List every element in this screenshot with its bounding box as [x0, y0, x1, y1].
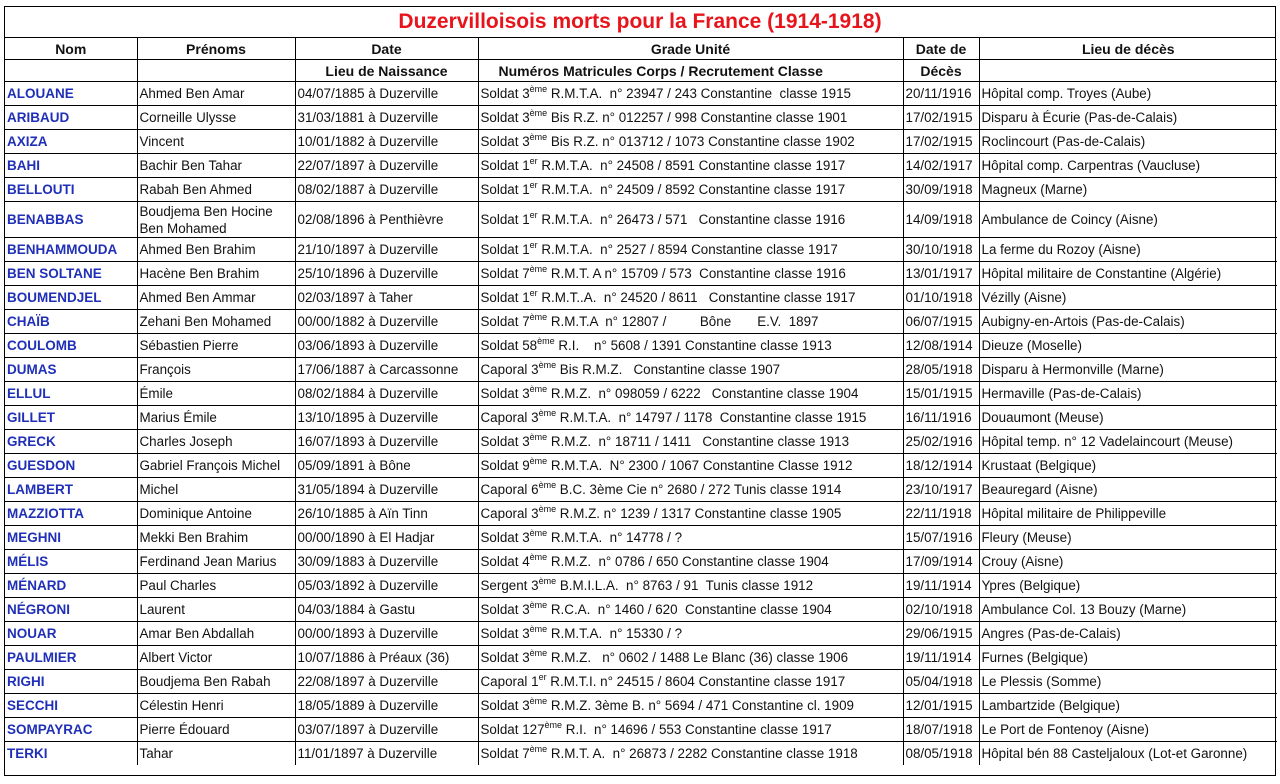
nom-cell: MÉNARD — [5, 574, 137, 598]
nom-cell: CHAÏB — [5, 310, 137, 334]
grade-ordinal: ème — [529, 696, 548, 706]
prenoms-cell: Paul Charles — [137, 574, 295, 598]
grade-text: Caporal 3 — [480, 410, 539, 425]
grade-unite-cell — [478, 574, 903, 598]
prenoms-cell: Ferdinand Jean Marius — [137, 550, 295, 574]
grade-ordinal: ème — [529, 648, 548, 658]
unite-text: R.M.T. A. n° 26873 / 2282 Constantine classe 1918 — [547, 746, 858, 761]
table-row — [5, 478, 1277, 502]
table-row — [5, 358, 1277, 382]
grade-text: Soldat 1 — [480, 158, 530, 173]
nom-cell: RIGHI — [5, 670, 137, 694]
unite-text: B.C. 3ème Cie n° 2680 / 272 Tunis classe 1914 — [556, 482, 842, 497]
unite-text: Bis R.M.Z. Constantine classe 1907 — [556, 362, 781, 377]
deces-cell: 02/10/1918 — [903, 598, 979, 622]
prenoms-cell: Tahar — [137, 742, 295, 766]
unite-text: R.M.Z. n° 0602 / 1488 Le Blanc (36) classe 1906 — [547, 650, 849, 665]
prenoms-cell: François — [137, 358, 295, 382]
table-row — [5, 286, 1277, 310]
grade-text: Soldat 3 — [480, 134, 530, 149]
prenoms-cell: Corneille Ulysse — [137, 106, 295, 130]
table-header — [5, 38, 1277, 82]
grade-unite-cell — [478, 550, 903, 574]
grade-text: Soldat 127 — [480, 722, 545, 737]
deces-cell: 20/11/1916 — [903, 82, 979, 106]
deces-cell: 19/11/1914 — [903, 574, 979, 598]
unite-text: R.M.Z. n° 18711 / 1411 Constantine classe 1913 — [547, 434, 850, 449]
table-row — [5, 202, 1277, 238]
lieu-deces-cell: Fleury (Meuse) — [979, 526, 1277, 550]
naissance-cell: 16/07/1893 à Duzerville — [295, 430, 478, 454]
nom-cell: BAHI — [5, 154, 137, 178]
grade-ordinal: ème — [538, 576, 557, 586]
grade-unite-cell — [478, 154, 903, 178]
naissance-cell: 25/10/1896 à Duzerville — [295, 262, 478, 286]
lieu-deces-cell: Hermaville (Pas-de-Calais) — [979, 382, 1277, 406]
header-date: Date — [295, 38, 478, 60]
grade-unite-cell — [478, 130, 903, 154]
table-row — [5, 598, 1277, 622]
prenoms-cell: Mekki Ben Brahim — [137, 526, 295, 550]
lieu-deces-cell: Hôpital comp. Troyes (Aube) — [979, 82, 1277, 106]
nom-cell: LAMBERT — [5, 478, 137, 502]
table-row — [5, 106, 1277, 130]
grade-ordinal: ème — [538, 480, 557, 490]
nom-cell: BOUMENDJEL — [5, 286, 137, 310]
unite-text: R.M.Z. 3ème B. n° 5694 / 471 Constantine cl. 1909 — [547, 698, 854, 713]
naissance-cell: 00/00/1893 à Duzerville — [295, 622, 478, 646]
grade-text: Soldat 4 — [480, 554, 530, 569]
nom-cell: BENABBAS — [5, 202, 137, 238]
header-lieu-naissance: Lieu de Naissance — [295, 60, 478, 82]
deces-cell: 23/10/1917 — [903, 478, 979, 502]
deces-cell: 06/07/1915 — [903, 310, 979, 334]
header-empty-3 — [979, 60, 1277, 82]
lieu-deces-cell: Douaumont (Meuse) — [979, 406, 1277, 430]
grade-unite-cell — [478, 502, 903, 526]
unite-text: R.M.T.A n° 12807 / Bône E.V. 1897 — [547, 314, 819, 329]
grade-ordinal: ème — [529, 432, 548, 442]
lieu-deces-cell: Ambulance Col. 13 Bouzy (Marne) — [979, 598, 1277, 622]
table-row — [5, 622, 1277, 646]
unite-text: R.M.T. A n° 15709 / 573 Constantine classe 1916 — [547, 266, 846, 281]
deces-cell: 15/01/1915 — [903, 382, 979, 406]
grade-unite-cell — [478, 646, 903, 670]
lieu-deces-cell: Angres (Pas-de-Calais) — [979, 622, 1277, 646]
header-row-2 — [5, 60, 1277, 82]
grade-ordinal: ème — [529, 132, 548, 142]
deces-cell: 19/11/1914 — [903, 646, 979, 670]
prenoms-cell: Boudjema Ben Hocine Ben Mohamed — [137, 202, 295, 238]
grade-unite-cell — [478, 178, 903, 202]
naissance-cell: 13/10/1895 à Duzerville — [295, 406, 478, 430]
unite-text: Bis R.Z. n° 012257 / 998 Constantine classe 1901 — [547, 110, 848, 125]
grade-text: Caporal 3 — [480, 362, 539, 377]
grade-text: Soldat 3 — [480, 386, 530, 401]
prenoms-cell: Amar Ben Abdallah — [137, 622, 295, 646]
naissance-cell: 18/05/1889 à Duzerville — [295, 694, 478, 718]
nom-cell: GRECK — [5, 430, 137, 454]
table-row — [5, 574, 1277, 598]
naissance-cell: 02/03/1897 à Taher — [295, 286, 478, 310]
prenoms-cell: Albert Victor — [137, 646, 295, 670]
lieu-deces-cell: Dieuze (Moselle) — [979, 334, 1277, 358]
table-row — [5, 454, 1277, 478]
lieu-deces-cell: Magneux (Marne) — [979, 178, 1277, 202]
grade-ordinal: er — [529, 288, 538, 298]
lieu-deces-cell: Crouy (Aisne) — [979, 550, 1277, 574]
naissance-cell: 08/02/1884 à Duzerville — [295, 382, 478, 406]
grade-unite-cell — [478, 694, 903, 718]
grade-text: Caporal 6 — [480, 482, 539, 497]
table-row — [5, 130, 1277, 154]
unite-text: R.M.T.A. N° 2300 / 1067 Constantine Classe 1912 — [547, 458, 853, 473]
prenoms-cell: Vincent — [137, 130, 295, 154]
lieu-deces-cell: Le Port de Fontenoy (Aisne) — [979, 718, 1277, 742]
grade-text: Soldat 3 — [480, 86, 530, 101]
nom-cell: GUESDON — [5, 454, 137, 478]
naissance-cell: 04/07/1885 à Duzerville — [295, 82, 478, 106]
prenoms-cell: Charles Joseph — [137, 430, 295, 454]
prenoms-cell: Dominique Antoine — [137, 502, 295, 526]
table-row — [5, 670, 1277, 694]
header-date-de: Date de — [903, 38, 979, 60]
grade-ordinal: ème — [529, 384, 548, 394]
grade-text: Soldat 3 — [480, 698, 530, 713]
table-row — [5, 718, 1277, 742]
table-row — [5, 154, 1277, 178]
table-row — [5, 694, 1277, 718]
nom-cell: AXIZA — [5, 130, 137, 154]
header-empty-1 — [5, 60, 137, 82]
prenoms-cell: Ahmed Ben Amar — [137, 82, 295, 106]
lieu-deces-cell: Hôpital temp. n° 12 Vadelaincourt (Meuse) — [979, 430, 1277, 454]
nom-cell: MÉLIS — [5, 550, 137, 574]
grade-text: Soldat 7 — [480, 746, 530, 761]
naissance-cell: 21/10/1897 à Duzerville — [295, 238, 478, 262]
unite-text: R.M.Z. n° 098059 / 6222 Constantine classe 1904 — [547, 386, 859, 401]
deces-cell: 30/10/1918 — [903, 238, 979, 262]
grade-ordinal: er — [538, 672, 547, 682]
nom-cell: SOMPAYRAC — [5, 718, 137, 742]
prenoms-cell: Émile — [137, 382, 295, 406]
grade-ordinal: ème — [538, 360, 557, 370]
grade-text: Caporal 3 — [480, 506, 539, 521]
prenoms-cell: Pierre Édouard — [137, 718, 295, 742]
table-row — [5, 262, 1277, 286]
lieu-deces-cell: Le Plessis (Somme) — [979, 670, 1277, 694]
nom-cell: BEN SOLTANE — [5, 262, 137, 286]
deces-cell: 17/02/1915 — [903, 130, 979, 154]
nom-cell: NOUAR — [5, 622, 137, 646]
deces-cell: 30/09/1918 — [903, 178, 979, 202]
table-row — [5, 82, 1277, 106]
header-row-1 — [5, 38, 1277, 60]
grade-unite-cell — [478, 358, 903, 382]
naissance-cell: 04/03/1884 à Gastu — [295, 598, 478, 622]
naissance-cell: 10/01/1882 à Duzerville — [295, 130, 478, 154]
lieu-deces-cell: Hôpital bén 88 Casteljaloux (Lot-et Garonne) — [979, 742, 1277, 766]
prenoms-cell: Marius Émile — [137, 406, 295, 430]
lieu-deces-cell: Hôpital comp. Carpentras (Vaucluse) — [979, 154, 1277, 178]
nom-cell: BELLOUTI — [5, 178, 137, 202]
naissance-cell: 03/07/1897 à Duzerville — [295, 718, 478, 742]
header-matricules: Numéros Matricules Corps / Recrutement Classe — [478, 60, 903, 82]
memorial-sheet — [4, 6, 1276, 776]
grade-unite-cell — [478, 454, 903, 478]
grade-text: Soldat 1 — [480, 212, 530, 227]
unite-text: R.M.T.A. n° 14778 / ? — [547, 530, 683, 545]
deces-cell: 29/06/1915 — [903, 622, 979, 646]
prenoms-cell: Boudjema Ben Rabah — [137, 670, 295, 694]
nom-cell: ELLUL — [5, 382, 137, 406]
unite-text: R.M.T.A. n° 23947 / 243 Constantine classe 1915 — [547, 86, 852, 101]
grade-unite-cell — [478, 238, 903, 262]
deces-cell: 28/05/1918 — [903, 358, 979, 382]
nom-cell: MAZZIOTTA — [5, 502, 137, 526]
naissance-cell: 31/05/1894 à Duzerville — [295, 478, 478, 502]
unite-text: R.M.T.A. n° 26473 / 571 Constantine classe 1916 — [537, 212, 846, 227]
grade-text: Soldat 7 — [480, 266, 530, 281]
page-title: Duzervilloisois morts pour la France (1914-1918) — [5, 7, 1275, 38]
prenoms-cell: Ahmed Ben Brahim — [137, 238, 295, 262]
lieu-deces-cell: Disparu à Hermonville (Marne) — [979, 358, 1277, 382]
deces-cell: 22/11/1918 — [903, 502, 979, 526]
lieu-deces-cell: Aubigny-en-Artois (Pas-de-Calais) — [979, 310, 1277, 334]
grade-unite-cell — [478, 478, 903, 502]
header-lieu-deces: Lieu de décès — [979, 38, 1277, 60]
lieu-deces-cell: Roclincourt (Pas-de-Calais) — [979, 130, 1277, 154]
lieu-deces-cell: Hôpital militaire de Constantine (Algérie) — [979, 262, 1277, 286]
deces-cell: 16/11/1916 — [903, 406, 979, 430]
naissance-cell: 08/02/1887 à Duzerville — [295, 178, 478, 202]
grade-text: Soldat 3 — [480, 650, 530, 665]
deces-cell: 12/01/1915 — [903, 694, 979, 718]
grade-ordinal: ème — [529, 552, 548, 562]
grade-unite-cell — [478, 742, 903, 766]
deces-cell: 14/02/1917 — [903, 154, 979, 178]
nom-cell: TERKI — [5, 742, 137, 766]
nom-cell: DUMAS — [5, 358, 137, 382]
unite-text: R.M.T..A. n° 24520 / 8611 Constantine classe 1917 — [537, 290, 856, 305]
lieu-deces-cell: Vézilly (Aisne) — [979, 286, 1277, 310]
grade-ordinal: er — [529, 180, 538, 190]
prenoms-cell: Hacène Ben Brahim — [137, 262, 295, 286]
naissance-cell: 00/00/1882 à Duzerville — [295, 310, 478, 334]
grade-text: Soldat 1 — [480, 242, 530, 257]
grade-text: Soldat 58 — [480, 338, 538, 353]
grade-ordinal: er — [529, 156, 538, 166]
grade-ordinal: ème — [529, 84, 548, 94]
grade-unite-cell — [478, 622, 903, 646]
header-deces: Décès — [903, 60, 979, 82]
nom-cell: MEGHNI — [5, 526, 137, 550]
unite-text: R.I. n° 14696 / 553 Constantine classe 1917 — [562, 722, 832, 737]
nom-cell: SECCHI — [5, 694, 137, 718]
unite-text: R.C.A. n° 1460 / 620 Constantine classe 1904 — [547, 602, 832, 617]
grade-unite-cell — [478, 310, 903, 334]
nom-cell: ARIBAUD — [5, 106, 137, 130]
deces-cell: 08/05/1918 — [903, 742, 979, 766]
unite-text: R.M.T.A. n° 24508 / 8591 Constantine classe 1917 — [537, 158, 846, 173]
unite-text: R.M.Z. n° 1239 / 1317 Constantine classe 1905 — [556, 506, 842, 521]
grade-ordinal: ème — [529, 312, 548, 322]
prenoms-cell: Célestin Henri — [137, 694, 295, 718]
naissance-cell: 22/07/1897 à Duzerville — [295, 154, 478, 178]
naissance-cell: 11/01/1897 à Duzerville — [295, 742, 478, 766]
lieu-deces-cell: Lambartzide (Belgique) — [979, 694, 1277, 718]
table-row — [5, 742, 1277, 766]
naissance-cell: 26/10/1885 à Aïn Tinn — [295, 502, 478, 526]
table-row — [5, 310, 1277, 334]
grade-ordinal: ème — [529, 600, 548, 610]
grade-ordinal: ème — [538, 408, 557, 418]
unite-text: R.M.Z. n° 0786 / 650 Constantine classe 1904 — [547, 554, 829, 569]
unite-text: R.M.T.I. n° 24515 / 8604 Constantine classe 1917 — [546, 674, 846, 689]
grade-unite-cell — [478, 106, 903, 130]
unite-text: B.M.I.L.A. n° 8763 / 91 Tunis classe 1912 — [556, 578, 814, 593]
table-row — [5, 430, 1277, 454]
nom-cell: BENHAMMOUDA — [5, 238, 137, 262]
naissance-cell: 31/03/1881 à Duzerville — [295, 106, 478, 130]
prenoms-cell: Zehani Ben Mohamed — [137, 310, 295, 334]
grade-unite-cell — [478, 598, 903, 622]
nom-cell: ALOUANE — [5, 82, 137, 106]
lieu-deces-cell: Ambulance de Coincy (Aisne) — [979, 202, 1277, 238]
grade-text: Soldat 1 — [480, 182, 530, 197]
table-row — [5, 550, 1277, 574]
memorial-table — [5, 38, 1277, 765]
prenoms-cell: Laurent — [137, 598, 295, 622]
table-row — [5, 238, 1277, 262]
unite-text: Bis R.Z. n° 013712 / 1073 Constantine classe 1902 — [547, 134, 855, 149]
grade-text: Soldat 7 — [480, 314, 530, 329]
table-body — [5, 82, 1277, 766]
table-row — [5, 526, 1277, 550]
grade-ordinal: ème — [529, 108, 548, 118]
naissance-cell: 02/08/1896 à Penthièvre — [295, 202, 478, 238]
naissance-cell: 00/00/1890 à El Hadjar — [295, 526, 478, 550]
grade-unite-cell — [478, 286, 903, 310]
unite-text: R.M.T.A. n° 14797 / 1178 Constantine classe 1915 — [556, 410, 867, 425]
grade-ordinal: er — [529, 240, 538, 250]
unite-text: R.M.T.A. n° 15330 / ? — [547, 626, 683, 641]
header-grade-unite: Grade Unité — [478, 38, 903, 60]
grade-text: Soldat 3 — [480, 626, 530, 641]
prenoms-cell: Rabah Ben Ahmed — [137, 178, 295, 202]
lieu-deces-cell: Furnes (Belgique) — [979, 646, 1277, 670]
grade-text: Soldat 3 — [480, 110, 530, 125]
grade-ordinal: ème — [529, 744, 548, 754]
table-row — [5, 382, 1277, 406]
grade-text: Soldat 9 — [480, 458, 530, 473]
deces-cell: 01/10/1918 — [903, 286, 979, 310]
unite-text: R.M.T.A. n° 2527 / 8594 Constantine classe 1917 — [537, 242, 838, 257]
prenoms-cell: Sébastien Pierre — [137, 334, 295, 358]
unite-text: R.I. n° 5608 / 1391 Constantine classe 1913 — [554, 338, 832, 353]
grade-unite-cell — [478, 406, 903, 430]
grade-unite-cell — [478, 82, 903, 106]
lieu-deces-cell: Ypres (Belgique) — [979, 574, 1277, 598]
grade-ordinal: ème — [538, 504, 557, 514]
naissance-cell: 05/03/1892 à Duzerville — [295, 574, 478, 598]
prenoms-cell: Michel — [137, 478, 295, 502]
deces-cell: 05/04/1918 — [903, 670, 979, 694]
naissance-cell: 03/06/1893 à Duzerville — [295, 334, 478, 358]
grade-ordinal: ème — [529, 456, 548, 466]
table-row — [5, 646, 1277, 670]
grade-unite-cell — [478, 430, 903, 454]
lieu-deces-cell: Beauregard (Aisne) — [979, 478, 1277, 502]
deces-cell: 13/01/1917 — [903, 262, 979, 286]
nom-cell: PAULMIER — [5, 646, 137, 670]
lieu-deces-cell: Hôpital militaire de Philippeville — [979, 502, 1277, 526]
grade-text: Soldat 3 — [480, 530, 530, 545]
grade-text: Caporal 1 — [480, 674, 539, 689]
deces-cell: 14/09/1918 — [903, 202, 979, 238]
prenoms-cell: Bachir Ben Tahar — [137, 154, 295, 178]
naissance-cell: 17/06/1887 à Carcassonne — [295, 358, 478, 382]
grade-ordinal: ème — [544, 720, 563, 730]
table-row — [5, 406, 1277, 430]
deces-cell: 15/07/1916 — [903, 526, 979, 550]
deces-cell: 18/07/1918 — [903, 718, 979, 742]
grade-unite-cell — [478, 718, 903, 742]
deces-cell: 17/09/1914 — [903, 550, 979, 574]
table-row — [5, 334, 1277, 358]
grade-ordinal: ème — [529, 528, 548, 538]
header-empty-2 — [137, 60, 295, 82]
nom-cell: NÉGRONI — [5, 598, 137, 622]
grade-unite-cell — [478, 334, 903, 358]
header-prenoms: Prénoms — [137, 38, 295, 60]
table-row — [5, 502, 1277, 526]
header-nom: Nom — [5, 38, 137, 60]
deces-cell: 17/02/1915 — [903, 106, 979, 130]
lieu-deces-cell: Disparu à Écurie (Pas-de-Calais) — [979, 106, 1277, 130]
nom-cell: GILLET — [5, 406, 137, 430]
nom-cell: COULOMB — [5, 334, 137, 358]
grade-text: Soldat 3 — [480, 434, 530, 449]
grade-unite-cell — [478, 382, 903, 406]
grade-ordinal: er — [529, 210, 538, 220]
table-row — [5, 178, 1277, 202]
grade-ordinal: ème — [529, 624, 548, 634]
deces-cell: 12/08/1914 — [903, 334, 979, 358]
grade-text: Soldat 1 — [480, 290, 530, 305]
grade-unite-cell — [478, 670, 903, 694]
unite-text: R.M.T.A. n° 24509 / 8592 Constantine classe 1917 — [537, 182, 846, 197]
prenoms-cell: Gabriel François Michel — [137, 454, 295, 478]
deces-cell: 18/12/1914 — [903, 454, 979, 478]
grade-unite-cell — [478, 202, 903, 238]
naissance-cell: 05/09/1891 à Bône — [295, 454, 478, 478]
naissance-cell: 10/07/1886 à Préaux (36) — [295, 646, 478, 670]
grade-unite-cell — [478, 526, 903, 550]
grade-unite-cell — [478, 262, 903, 286]
prenoms-cell: Ahmed Ben Ammar — [137, 286, 295, 310]
deces-cell: 25/02/1916 — [903, 430, 979, 454]
naissance-cell: 22/08/1897 à Duzerville — [295, 670, 478, 694]
grade-ordinal: ème — [529, 264, 548, 274]
grade-text: Soldat 3 — [480, 602, 530, 617]
lieu-deces-cell: La ferme du Rozoy (Aisne) — [979, 238, 1277, 262]
grade-text: Sergent 3 — [480, 578, 539, 593]
lieu-deces-cell: Krustaat (Belgique) — [979, 454, 1277, 478]
naissance-cell: 30/09/1883 à Duzerville — [295, 550, 478, 574]
grade-ordinal: ème — [537, 336, 555, 346]
